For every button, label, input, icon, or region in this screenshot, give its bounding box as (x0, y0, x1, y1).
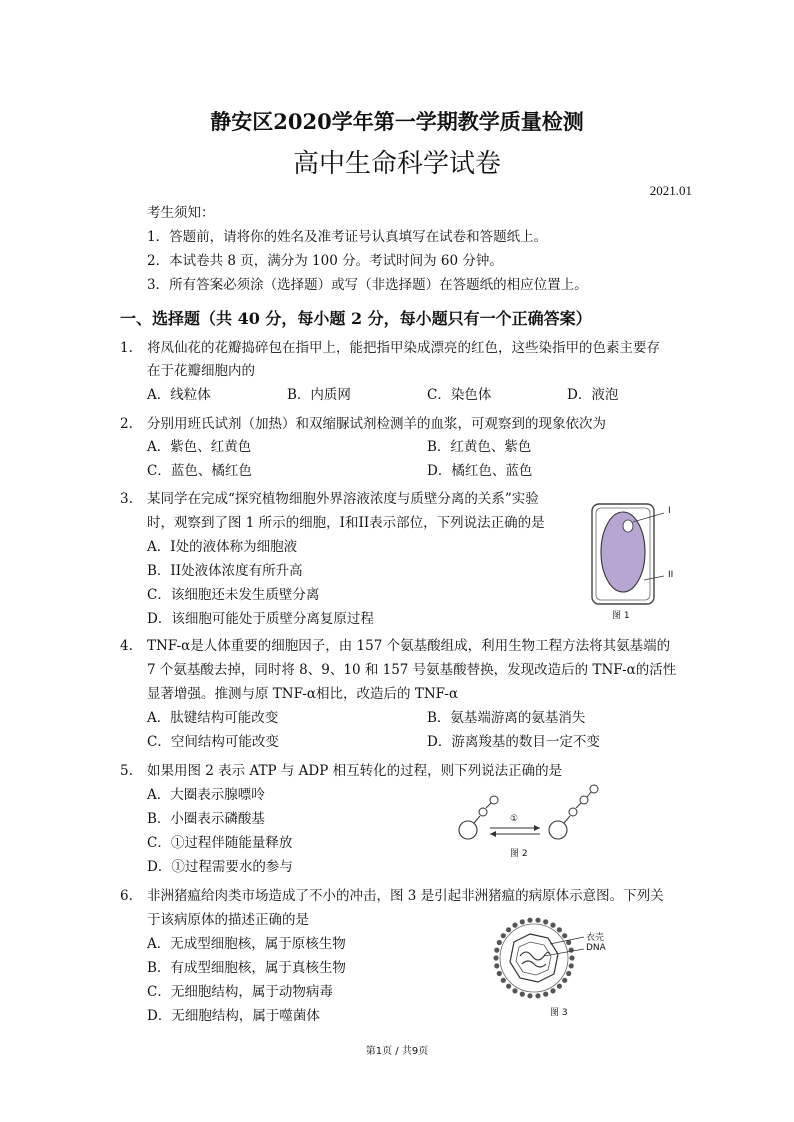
section-heading: 一、选择题（共 40 分，每小题 2 分，每小题只有一个正确答案） (120, 309, 592, 328)
question-number: 6. (120, 888, 133, 904)
question-stem: 显著增强。推测与原 TNF-α相比，改造后的 TNF-α (147, 686, 459, 702)
question-stem: 如果用图 2 表示 ATP 与 ADP 相互转化的过程，则下列说法正确的是 (147, 763, 563, 779)
virus-envelope-dot (527, 993, 532, 998)
option: B．有成型细胞核，属于真核生物 (147, 960, 346, 976)
option: A．I处的液体称为细胞液 (147, 539, 298, 555)
option: B．内质网 (287, 387, 351, 403)
notice-item: 2．本试卷共 8 页，满分为 100 分。考试时间为 60 分钟。 (147, 253, 503, 269)
figure-3-caption: 图 3 (550, 1008, 568, 1018)
option: D．该细胞可能处于质壁分离复原过程 (147, 611, 374, 627)
virus-envelope-dot (501, 978, 506, 983)
virus-envelope-dot (506, 984, 511, 989)
virus-envelope-dot (493, 955, 498, 960)
virus-envelope-dot (543, 992, 548, 997)
question-stem: 7 个氨基酸去掉，同时将 8、9、10 和 157 号氨基酸替换，发现改造后的 TNF-α的活性 (147, 662, 677, 678)
figure-2-caption: 图 2 (510, 849, 528, 859)
question-stem: 时，观察到了图 1 所示的细胞，I和II表示部位，下列说法正确的是 (147, 515, 545, 531)
virus-envelope-dot (535, 918, 540, 923)
question-number: 2. (120, 416, 133, 432)
virus-envelope-dot (535, 993, 540, 998)
option: C．蓝色、橘红色 (147, 463, 252, 479)
option: A．线粒体 (147, 387, 211, 403)
question-stem: 于该病原体的描述正确的是 (147, 912, 309, 928)
question-stem: 某同学在完成“探究植物细胞外界溶液浓度与质壁分离的关系”实验 (147, 491, 539, 507)
question-stem: 将凤仙花的花瓣捣碎包在指甲上，能把指甲染成漂亮的红色，这些染指甲的色素主要存 (147, 340, 660, 356)
notice-item: 1．答题前，请将你的姓名及准考证号认真填写在试卷和答题纸上。 (147, 229, 548, 245)
exam-subtitle: 高中生命科学试卷 (292, 149, 501, 179)
notice-heading: 考生须知： (147, 205, 215, 221)
virus-envelope-dot (494, 948, 499, 953)
option: A．肽键结构可能改变 (147, 710, 279, 726)
question-number: 4. (120, 638, 133, 654)
virus-envelope-dot (520, 992, 525, 997)
option: B．小圈表示磷酸基 (147, 811, 265, 827)
virus-envelope-dot (569, 963, 574, 968)
option: D．①过程需要水的参与 (147, 859, 293, 875)
option: A．紫色、红黄色 (147, 439, 252, 455)
option: A．无成型细胞核，属于原核生物 (147, 936, 346, 952)
option: A．大圈表示腺嘌呤 (147, 787, 265, 803)
virus-envelope-dot (520, 919, 525, 924)
question-stem: 在于花瓣细胞内的 (147, 363, 255, 379)
virus-envelope-dot (557, 984, 562, 989)
option: B．红黄色、紫色 (427, 439, 532, 455)
question-number: 1. (120, 340, 133, 356)
virus-envelope-dot (569, 955, 574, 960)
virus-envelope-dot (497, 940, 502, 945)
figure-1-caption: 图 1 (612, 611, 630, 621)
virus-envelope-dot (550, 988, 555, 993)
option: C．染色体 (427, 387, 492, 403)
virus-envelope-dot (512, 923, 517, 928)
atp-adp-diagram (452, 780, 612, 860)
virus-envelope-dot (562, 978, 567, 983)
question-number: 5. (120, 763, 133, 779)
virus-envelope-dot (494, 963, 499, 968)
virus-envelope-dot (497, 971, 502, 976)
option: D．橘红色、蓝色 (427, 463, 533, 479)
figure-1-label-ii: II (668, 570, 674, 580)
option: C．空间结构可能改变 (147, 734, 279, 750)
virus-envelope-dot (566, 971, 571, 976)
exam-date: 2021.01 (649, 183, 692, 198)
option: C．该细胞还未发生质壁分离 (147, 587, 320, 603)
virus-envelope-dot (512, 988, 517, 993)
option: B．氨基端游离的氨基消失 (427, 710, 586, 726)
option: C．无细胞结构，属于动物病毒 (147, 984, 333, 1000)
virus-envelope-dot (569, 948, 574, 953)
option: D．游离羧基的数目一定不变 (427, 734, 600, 750)
virus-envelope-dot (562, 933, 567, 938)
figure-3-label-dna: DNA (586, 943, 606, 953)
virus-envelope-dot (501, 933, 506, 938)
notice-item: 3．所有答案必须涂（选择题）或写（非选择题）在答题纸的相应位置上。 (147, 277, 588, 293)
question-stem: TNF-α是人体重要的细胞因子，由 157 个氨基酸组成，利用生物工程方法将其氨基端的 (147, 638, 671, 654)
plant-cell-diagram (584, 500, 694, 625)
virus-envelope-dot (543, 919, 548, 924)
question-stem: 分别用班氏试剂（加热）和双缩脲试剂检测羊的血浆，可观察到的现象依次为 (147, 416, 606, 432)
virus-envelope-dot (506, 927, 511, 932)
figure-1-plant-cell (584, 500, 694, 625)
option: D．无细胞结构，属于噬菌体 (147, 1008, 320, 1024)
question-stem: 非洲猪瘟给肉类市场造成了不小的冲击，图 3 是引起非洲猪瘟的病原体示意图。下列关 (147, 888, 664, 904)
virus-envelope-dot (527, 918, 532, 923)
option: B．II处液体浓度有所升高 (147, 563, 303, 579)
figure-2-process-label: ① (510, 814, 519, 824)
virus-envelope-dot (550, 923, 555, 928)
virus-envelope-dot (557, 927, 562, 932)
figure-3-virus (486, 916, 636, 1020)
figure-3-label-coat: 衣壳 (586, 933, 605, 943)
figure-1-label-i: I (668, 506, 671, 516)
option: C．①过程伴随能量释放 (147, 835, 293, 851)
question-number: 3. (120, 491, 133, 507)
page-footer: 第1页 / 共9页 (365, 1046, 429, 1057)
option: D．液泡 (567, 387, 619, 403)
exam-title: 静安区2020学年第一学期教学质量检测 (210, 109, 584, 134)
figure-2-atp-adp (452, 780, 612, 860)
